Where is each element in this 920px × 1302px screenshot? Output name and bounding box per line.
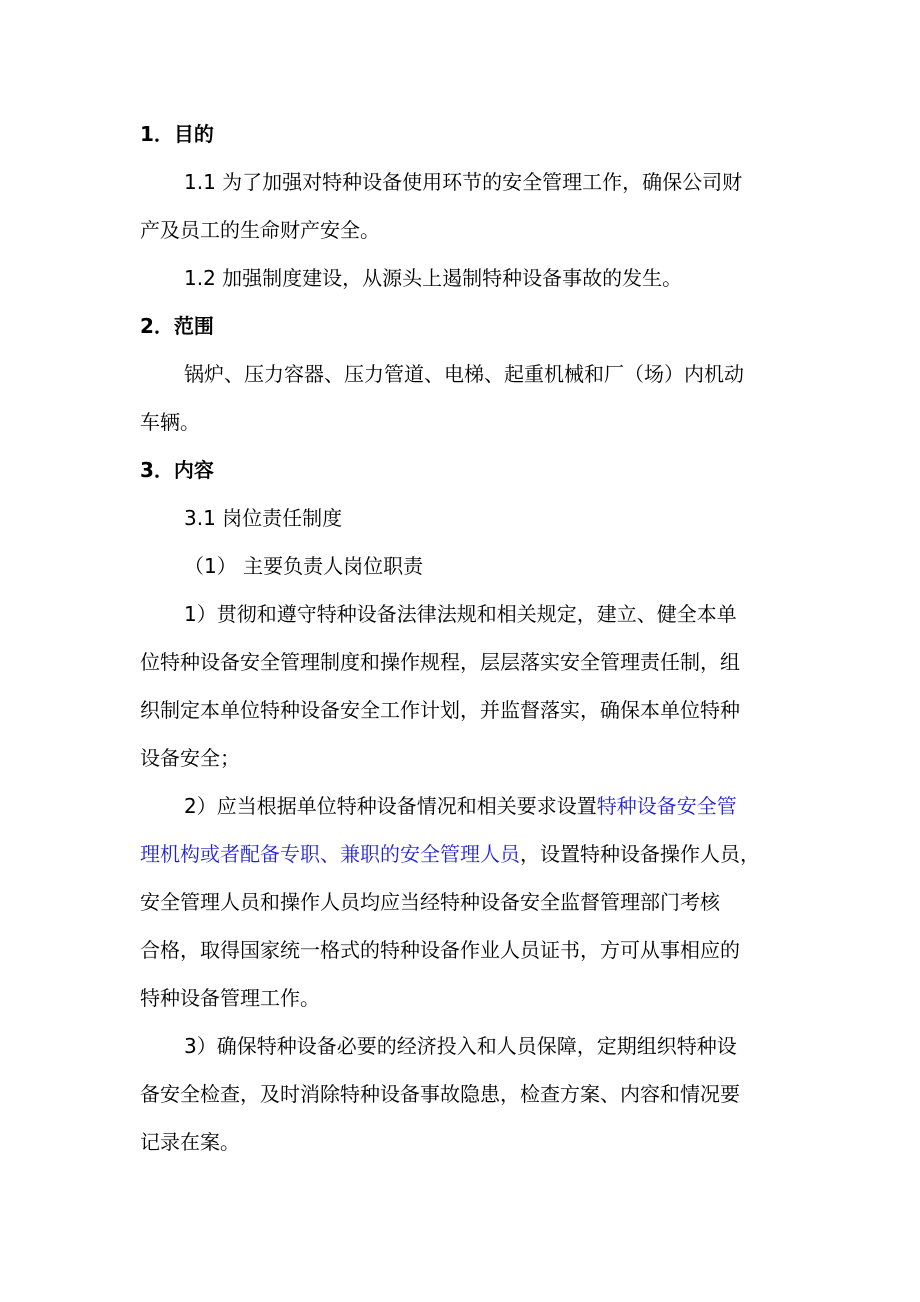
para-2-line-5: 特种设备管理工作。 [140,986,320,1010]
safety-organization-link-part-1[interactable]: 特种设备安全管 [596,794,737,818]
para-1-line-2: 位特种设备安全管理制度和操作规程，层层落实安全管理责任制，组 [140,650,740,674]
para-1-line-1: 1）贯彻和遵守特种设备法律法规和相关规定，建立、健全本单 [184,602,737,626]
section-3-heading: 3．内容 [140,458,214,482]
safety-organization-link-part-2[interactable]: 理机构或者配备专职、兼职的安全管理人员 [140,842,520,866]
para-3-line-3: 记录在案。 [140,1130,240,1154]
paragraph-1-2: 1.2 加强制度建设，从源头上遏制特种设备事故的发生。 [184,266,683,290]
para-2-line-2-text: ，设置特种设备操作人员， [520,842,760,866]
para-2-line-2 [140,840,760,868]
para-2-line-4: 合格，取得国家统一格式的特种设备作业人员证书，方可从事相应的 [140,938,740,962]
section-1-heading: 1．目的 [140,122,214,146]
para-2-line-1 [184,792,737,820]
subheading-3-1: 3.1 岗位责任制度 [184,506,343,530]
item-heading-1: （1） 主要负责人岗位职责 [184,554,424,578]
paragraph-1-1-line-1: 1.1 为了加强对特种设备使用环节的安全管理工作，确保公司财 [184,170,743,194]
scope-line-2: 车辆。 [140,410,200,434]
para-2-line-1-text: 2）应当根据单位特种设备情况和相关要求设置 [184,794,597,818]
para-2-line-3: 安全管理人员和操作人员均应当经特种设备安全监督管理部门考核 [140,890,720,914]
section-2-heading: 2．范围 [140,314,214,338]
para-1-line-4: 设备安全； [140,746,240,770]
paragraph-1-1-line-2: 产及员工的生命财产安全。 [140,218,380,242]
para-3-line-1: 3）确保特种设备必要的经济投入和人员保障，定期组织特种设 [184,1034,737,1058]
para-3-line-2: 备安全检查，及时消除特种设备事故隐患，检查方案、内容和情况要 [140,1082,740,1106]
scope-line-1: 锅炉、压力容器、压力管道、电梯、起重机械和厂（场）内机动 [184,362,744,386]
para-1-line-3: 织制定本单位特种设备安全工作计划，并监督落实，确保本单位特种 [140,698,740,722]
